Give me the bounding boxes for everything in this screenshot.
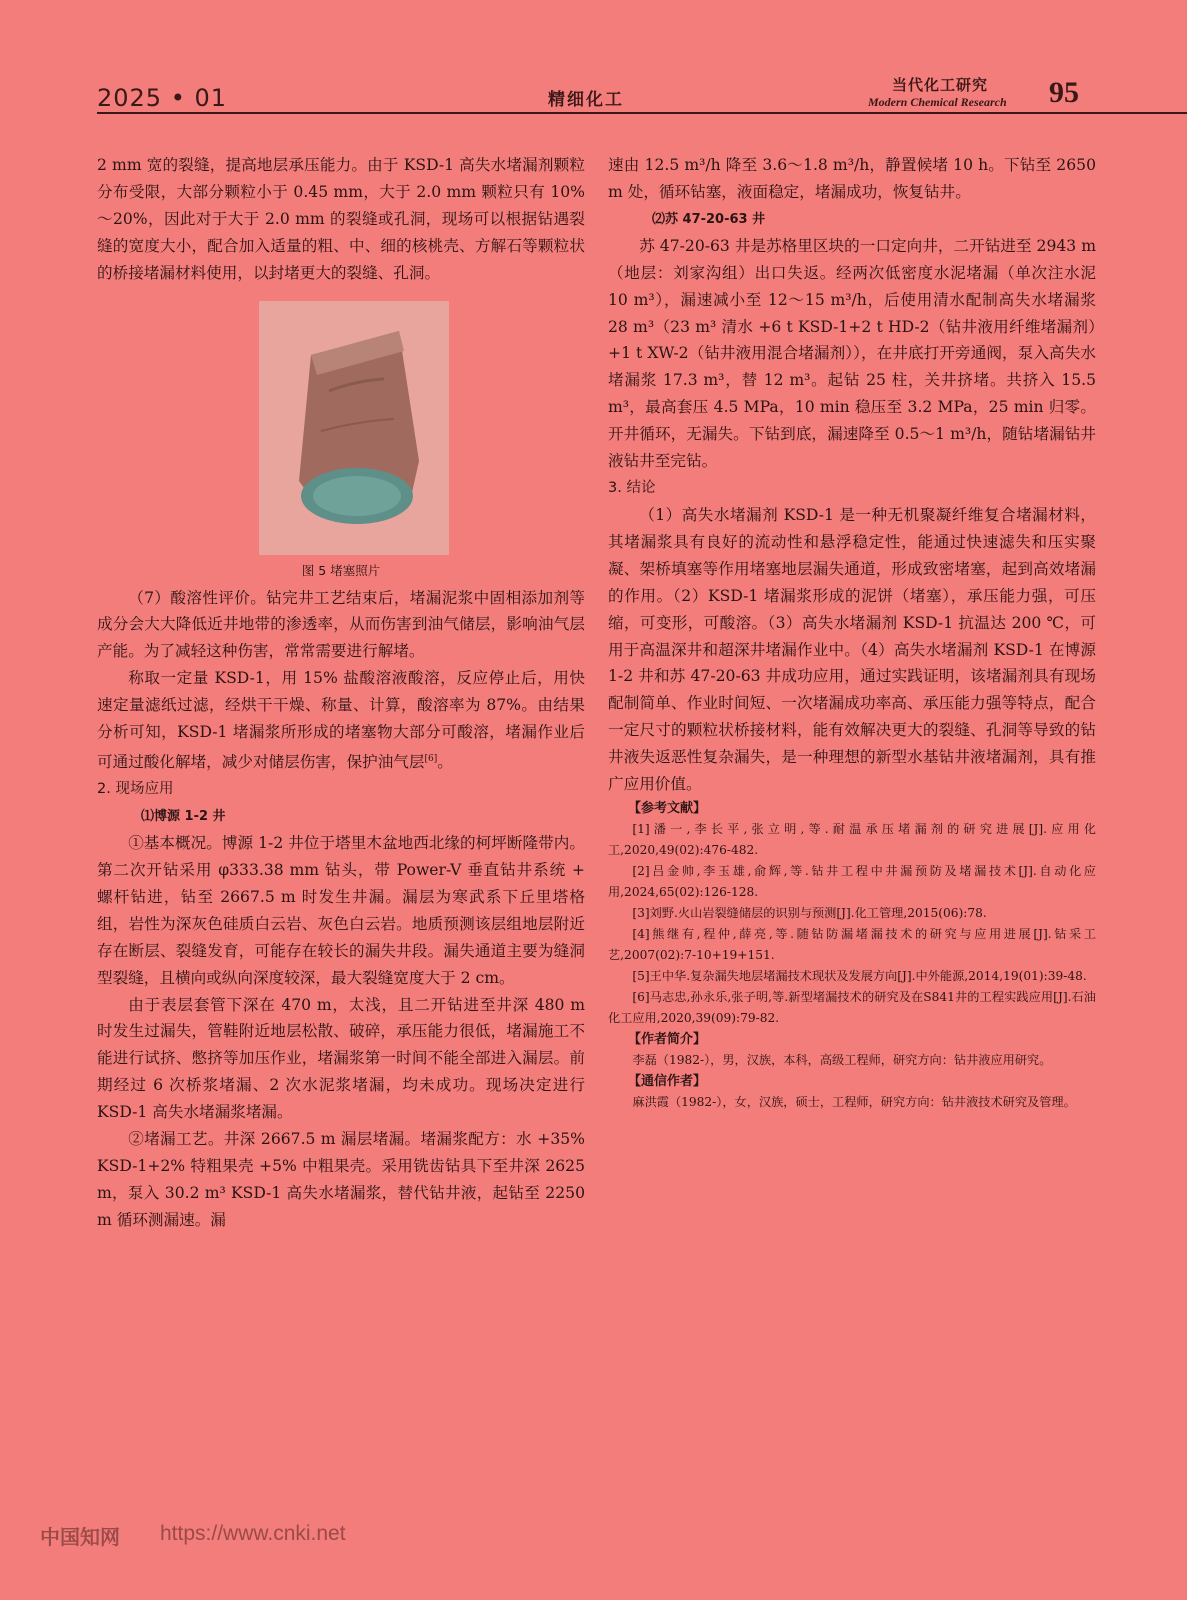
paragraph: （1）高失水堵漏剂 KSD-1 是一种无机聚凝纤维复合堵漏材料，其堵漏浆具有良好的流动性和悬浮稳定性，能通过快速滤失和压实聚凝、架桥填塞等作用堵塞地层漏失通道，形成致密堵塞，起到高效堵漏的作用。（2）KSD-1 堵漏浆形成的泥饼（堵塞），承压能力强，可压缩，可变形，可酸溶。（3）高失水堵漏剂 KSD-1 抗温达 200 ℃，可用于高温深井和超深井堵漏作业中。（4）高失水堵漏剂 KSD-1 在博源 1-2 井和苏 47-20-63 井成功应用，通过实践证明，该堵漏剂具有现场配制简单、作业时间短、一次堵漏成功率高、承压能力强等特点，配合一定尺寸的颗粒状桥接材料，能有效解决更大的裂缝、孔洞等导致的钻井液失返恶性复杂漏失，是一种理想的新型水基钻井液堵漏剂，具有推广应用价值。 <box>608 505 1096 794</box>
paragraph: 速由 12.5 m³/h 降至 3.6～1.8 m³/h，静置候堵 10 h。下钻至 2650 m 处，循环钻塞，液面稳定，堵漏成功，恢复钻井。 <box>608 156 1096 201</box>
references-heading: 【参考文献】 <box>628 800 707 816</box>
section-label: 精细化工 <box>548 90 624 110</box>
header-rule <box>97 112 1187 114</box>
subsection-heading: ⑵苏 47-20-63 井 <box>652 211 766 227</box>
subsection-heading: ⑴博源 1-2 井 <box>141 809 226 825</box>
journal-title-en: Modern Chemical Research <box>868 95 1007 109</box>
author-heading: 【作者简介】 <box>628 1031 707 1047</box>
right-column <box>608 152 1096 1113</box>
paragraph: ②堵漏工艺。井深 2667.5 m 漏层堵漏。堵漏浆配方：水 +35% KSD-1+2% 特粗果壳 +5% 中粗果壳。采用铣齿钻具下至井深 2625 m，泵入 30.2 m³ KSD-1 高失水堵漏浆，替代钻井液，起钻至 2250 m 循环测漏速。漏 <box>97 1130 585 1229</box>
paragraph-text: 称取一定量 KSD-1，用 15% 盐酸溶液酸溶，反应停止后，用快速定量滤纸过滤，经烘干干燥、称量、计算，酸溶率为 87%。由结果分析可知，KSD-1 堵漏浆所形成的堵塞物大部分可酸溶，堵漏作业后可通过酸化解堵，减少对储层伤害，保护油气层 <box>97 669 585 772</box>
paragraph: 由于表层套管下深在 470 m，太浅，且二开钻进至井深 480 m 时发生过漏失，管鞋附近地层松散、破碎，承压能力很低，堵漏施工不能进行试挤、憋挤等加压作业，堵漏浆第一时间不能全部进入漏层。前期经过 6 次桥浆堵漏、2 次水泥浆堵漏，均未成功。现场决定进行 KSD-1 高失水堵漏浆堵漏。 <box>97 995 585 1122</box>
section-heading: 2. 现场应用 <box>97 781 174 798</box>
figure-caption: 图 5 堵塞照片 <box>301 562 381 578</box>
site-url[interactable]: https://www.cnki.net <box>160 1522 346 1545</box>
page-header <box>0 70 1187 118</box>
corresponding-heading: 【通信作者】 <box>628 1073 707 1089</box>
site-name: 中国知网 <box>40 1525 120 1549</box>
plug-photo <box>259 301 449 555</box>
reference-item: [3]刘野.火山岩裂缝储层的识别与预测[J].化工管理,2015(06):78. <box>632 905 987 920</box>
page-number: 95 <box>1049 76 1079 109</box>
watermark-footer <box>40 1521 440 1551</box>
paragraph: 2 mm 宽的裂缝，提高地层承压能力。由于 KSD-1 高失水堵漏剂颗粒分布受限，大部分颗粒小于 0.45 mm，大于 2.0 mm 颗粒只有 10%～20%，因此对于大于 2.0 mm 的裂缝或孔洞，现场可以根据钻遇裂缝的宽度大小，配合加入适量的粗、中、细的核桃壳、方解石等颗粒状的桥接堵漏材料使用，以封堵更大的裂缝、孔洞。 <box>97 156 585 282</box>
paragraph <box>97 665 585 776</box>
reference-item: [4]熊继有,程仲,薛亮,等.随钻防漏堵漏技术的研究与应用进展[J].钻采工艺,2007(02):7-10+19+151. <box>608 926 1096 962</box>
issue-label: 2025 • 01 <box>97 84 228 112</box>
corresponding-bio: 麻洪霞（1982-），女，汉族，硕士，工程师，研究方向：钻井液技术研究及管理。 <box>632 1094 1076 1109</box>
paragraph: （7）酸溶性评价。钻完井工艺结束后，堵漏泥浆中固相添加剂等成分会大大降低近井地带的渗透率，从而伤害到油气储层，影响油气层产能。为了减轻这种伤害，常常需要进行解堵。 <box>97 588 585 661</box>
reference-item: [5]王中华.复杂漏失地层堵漏技术现状及发展方向[J].中外能源,2014,19(01):39-48. <box>632 968 1087 983</box>
reference-item: [1]潘一,李长平,张立明,等.耐温承压堵漏剂的研究进展[J].应用化工,2020,49(02):476-482. <box>608 821 1096 857</box>
paragraph: ①基本概况。博源 1-2 井位于塔里木盆地西北缘的柯坪断隆带内。第二次开钻采用 φ333.38 mm 钻头，带 Power-V 垂直钻井系统 + 螺杆钻进，钻至 2667.5 m 时发生井漏。漏层为寒武系下丘里塔格组，岩性为深灰色硅质白云岩、灰色白云岩。地质预测该层组地层附近存在断层、裂缝发育，可能存在较长的漏失井段。漏失通道主要为缝洞型裂缝，且横向或纵向深度较深，最大裂缝宽度大于 2 cm。 <box>97 834 585 987</box>
left-column <box>97 152 585 1234</box>
reference-item: [2]吕金帅,李玉雄,俞辉,等.钻井工程中井漏预防及堵漏技术[J].自动化应用,2024,65(02):126-128. <box>608 863 1096 899</box>
plug-photo-image <box>259 301 449 555</box>
paragraph-end: 。 <box>437 753 453 772</box>
section-heading: 3. 结论 <box>608 479 656 496</box>
reference-item: [6]马志忠,孙永乐,张子明,等.新型堵漏技术的研究及在S841井的工程实践应用[J].石油化工应用,2020,39(09):79-82. <box>608 989 1096 1025</box>
author-bio: 李磊（1982-），男，汉族，本科，高级工程师，研究方向：钻井液应用研究。 <box>632 1052 1052 1067</box>
citation: [6] <box>424 753 438 764</box>
journal-title-cn: 当代化工研究 <box>892 76 989 94</box>
paragraph: 苏 47-20-63 井是苏格里区块的一口定向井，二开钻进至 2943 m（地层：刘家沟组）出口失返。经两次低密度水泥堵漏（单次注水泥 10 m³），漏速减小至 12～15 m³/h，后使用清水配制高失水堵漏浆 28 m³（23 m³ 清水 +6 t KSD-1+2 t HD-2（钻井液用纤维堵漏剂）+1 t XW-2（钻井液用混合堵漏剂）），在井底打开旁通阀，泵入高失水堵漏浆 17.3 m³，替 12 m³。起钻 25 柱，关井挤堵。共挤入 15.5 m³，最高套压 4.5 MPa，10 min 稳压至 3.2 MPa，25 min 归零。开井循环，无漏失。下钻到底，漏速降至 0.5～1 m³/h，随钻堵漏钻井液钻井至完钻。 <box>608 236 1096 471</box>
